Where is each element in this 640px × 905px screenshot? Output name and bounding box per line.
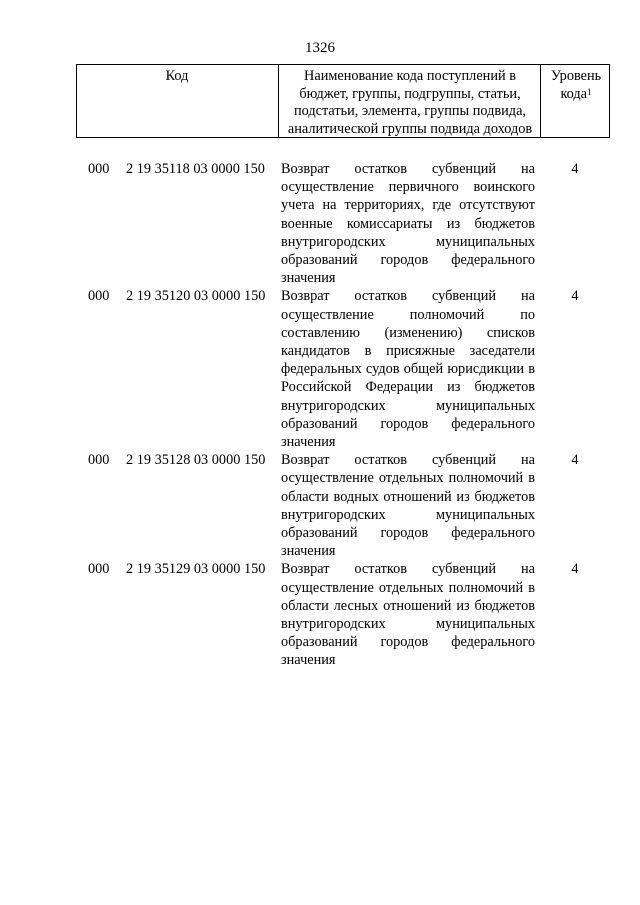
header-level-footnote: 1 (587, 86, 592, 97)
row-admin-code: 000 (88, 452, 110, 469)
row-name: Возврат остатков субвенций на осуществление отдельных полномочий в области водных отношений из бюджетов внутригородских муниципальных образований городов федерального значения (281, 452, 535, 560)
row-budget-code: 2 19 35120 03 0000 150 (126, 288, 266, 305)
table-row (0, 160, 640, 287)
header-level (540, 65, 611, 137)
header-name: Наименование кода поступлений в бюджет, группы, подгруппы, статьи, подстатьи, элемента, группы подвида, аналитической группы подвида доходов (278, 65, 541, 137)
row-budget-code: 2 19 35128 03 0000 150 (126, 452, 266, 469)
row-budget-code: 2 19 35129 03 0000 150 (126, 561, 266, 578)
row-budget-code: 2 19 35118 03 0000 150 (126, 161, 265, 177)
header-code: Код (165, 68, 189, 84)
row-level: 4 (571, 452, 579, 469)
row-name: Возврат остатков субвенций на осуществление полномочий по составлению (изменению) списков кандидатов в присяжные заседатели федеральных судов общей юрисдикции в Российской Федерации из бюджетов внутригородских муниципальных образований городов федерального значения (281, 288, 535, 451)
page-number: 1326 (305, 40, 335, 56)
header-level-label: Уровень кода (550, 68, 602, 102)
table-row (0, 451, 640, 560)
row-level: 4 (571, 561, 579, 578)
row-name: Возврат остатков субвенций на осуществление отдельных полномочий в области лесных отношений из бюджетов внутригородских муниципальных образований городов федерального значения (281, 561, 535, 669)
table-header (76, 64, 610, 138)
row-level: 4 (571, 288, 579, 305)
row-admin-code: 000 (88, 561, 110, 578)
row-name: Возврат остатков субвенций на осуществление первичного воинского учета на территориях, где отсутствуют военные комиссариаты из бюджетов внутригородских муниципальных образований городов федерального значения (281, 161, 535, 287)
row-level: 4 (571, 161, 579, 177)
table-row (0, 560, 640, 669)
row-admin-code: 000 (88, 161, 110, 177)
table-body (0, 160, 640, 670)
row-admin-code: 000 (88, 288, 110, 305)
table-row (0, 287, 640, 451)
